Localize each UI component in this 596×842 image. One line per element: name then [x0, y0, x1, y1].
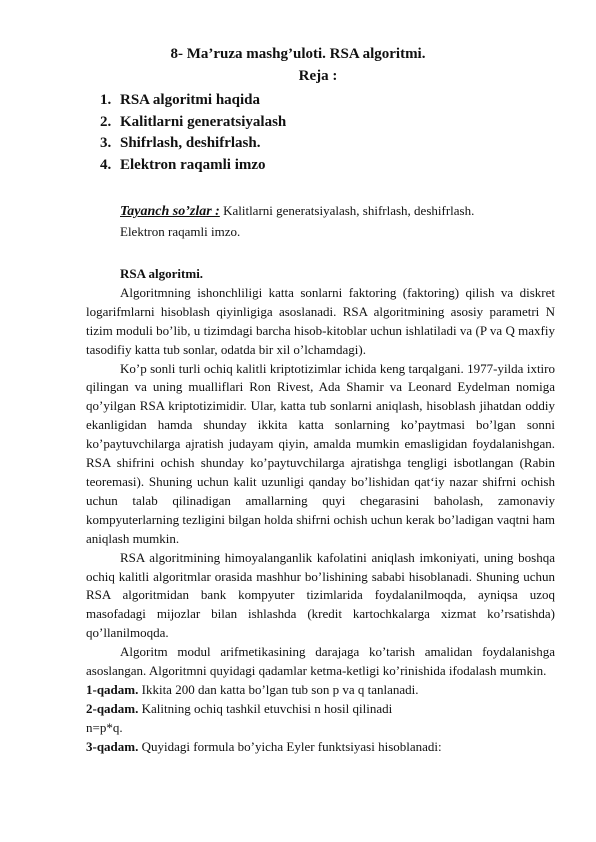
- section-heading: RSA algoritmi.: [120, 266, 204, 281]
- step-text: Ikkita 200 dan katta bo’lgan tub son p va q tanlanadi.: [138, 681, 419, 697]
- paragraph: Ko’p sonli turli ochiq kalitli kriptotizimlar ichida keng tarqalgani. 1977-yilda ixtiro qilingan va uning mualliflari Ron Rivest, Ada Shamir va Leonard Eydelman nomiga qo’yilgan RSA kriptotizimidir. Ular, katta tub sonlarni aniqlash, hisoblash jihatdan oddiy ekanligidan hamda shunday ikkita katta sonlarning ko’paytmasi bo’lgan sonni ko’paytuvchilarga ajratish judayam qiyin, amalda mumkin emasligidan foydalanishgan. RSA shifrini ochish shunday ko’paytuvchilarga ajratishga tengligi isbotlangan (Rabin teoremasi). Shuning uchun kalit uzunligi qanday bo’lishidan qat‘iy nazar shifrni ochish uchun talab qilinadigan amallarning quyi chegarasini baholash, zamonaviy kompyuterlarning tezligini bilgan holda shifrni ochish uchun kerak bo’ladigan vaqtni ham aniqlash mumkin.: [86, 360, 555, 546]
- paragraph: RSA algoritmining himoyalanganlik kafolatini aniqlash imkoniyati, uning boshqa ochiq kalitli algoritmlar orasida mashhur bo’lishining sababi hisoblanadi. Shuning uchun RSA algoritmidan bank kompyuter tizimlarida foydalanilmoqda, ayniqsa uzoq masofadagi mijozlar bilan ishlashda (kredit kartochkalarga xizmat ko’rsatishda) qo’llanilmoqda.: [86, 549, 555, 641]
- plan-item-number: 2.: [100, 113, 112, 130]
- step-label: 2-qadam.: [86, 700, 139, 716]
- plan-item-number: 1.: [100, 92, 112, 108]
- keywords-text: Kalitlarni generatsiyalash, shifrlash, deshifrlash. Elektron raqamli imzo.: [120, 203, 475, 239]
- step-label: 1-qadam.: [86, 681, 139, 697]
- keywords-label: Tayanch so’zlar :: [120, 204, 220, 219]
- step-text: Kalitning ochiq tashkil etuvchisi n hosil qilinadi: [138, 700, 393, 716]
- plan-item: [100, 155, 286, 177]
- plan-list: [100, 90, 286, 176]
- step-text: Quyidagi formula bo’yicha Eyler funktsiyasi hisoblanadi:: [138, 738, 442, 754]
- paragraph: Algoritm modul arifmetikasining darajaga ko’tarish amalidan foydalanishga asoslangan. Algoritmni quyidagi qadamlar ketma-ketligi ko’rinishida ifodalash mumkin.: [86, 644, 555, 679]
- plan-item-text: Shifrlash, deshifrlash.: [120, 135, 261, 151]
- plan-item: [100, 133, 286, 155]
- plan-item-text: Elektron raqamli imzo: [120, 156, 266, 173]
- step-line: [86, 738, 555, 757]
- plan-item: [100, 90, 286, 112]
- plan-item-number: 3.: [100, 135, 112, 151]
- formula-text: n=p*q.: [86, 719, 123, 735]
- plan-item: [100, 112, 286, 134]
- plan-heading: Reja :: [298, 68, 338, 84]
- plan-item-number: 4.: [100, 156, 112, 173]
- main-text: [86, 265, 555, 757]
- plan-item-text: RSA algoritmi haqida: [120, 92, 261, 108]
- step-line: [86, 681, 555, 700]
- lecture-title: 8- Ma’ruza mashg’uloti. RSA algoritmi.: [170, 46, 426, 62]
- plan-item-text: Kalitlarni generatsiyalash: [120, 113, 287, 130]
- paragraph: Algoritmning ishonchliligi katta sonlarni faktoring (faktoring) qilish va diskret logarifmlarni hisoblash qiyinligiga asoslanadi. RSA algoritmining asosiy parametri N tizim moduli bo’lib, u tizimdagi barcha hisob-kitoblar uchun ishlatiladi va (P va Q maxfiy tasodifiy katta tub sonlar, odatda bir xil o’lchamdagi).: [86, 284, 555, 357]
- step-line: [86, 700, 555, 719]
- step-label: 3-qadam.: [86, 738, 139, 754]
- keywords: [120, 201, 520, 242]
- formula-line: [86, 719, 555, 738]
